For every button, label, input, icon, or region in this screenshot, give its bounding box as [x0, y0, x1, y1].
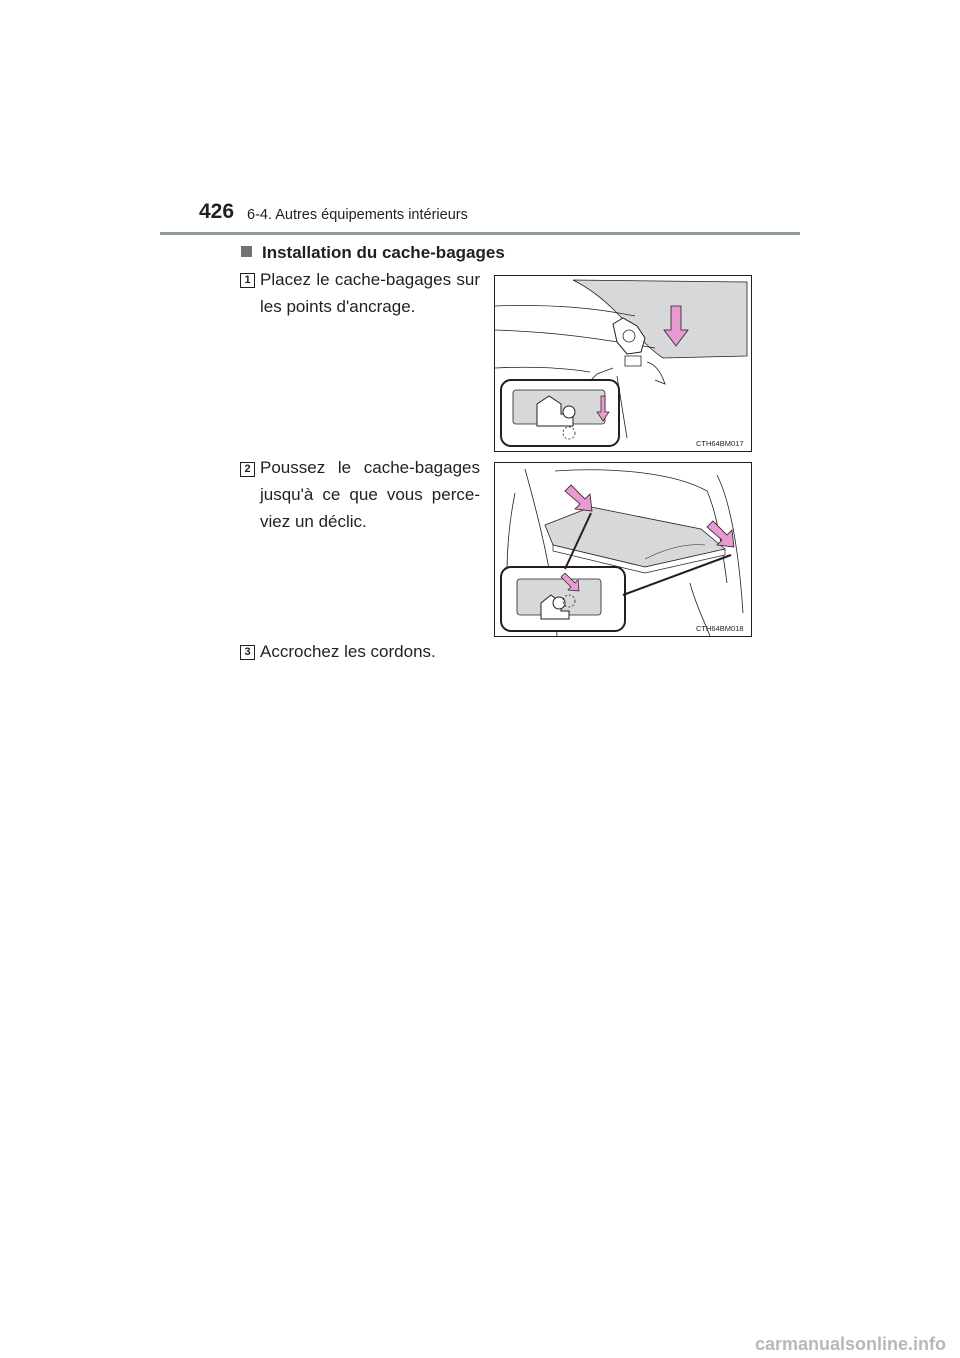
figure-code-2: CTH64BM018 [696, 624, 744, 633]
subheading [241, 243, 505, 263]
diagonal-arrow-icon-left [565, 485, 592, 511]
header-rule [160, 232, 800, 235]
cargo-cover-push-illustration [495, 463, 751, 636]
step-text-3: Accrochez les cordons. [260, 642, 436, 661]
step-badge-2: 2 [240, 462, 255, 477]
watermark: carmanualsonline.info [754, 1334, 946, 1354]
step-badge-1: 1 [240, 273, 255, 288]
cargo-cover-anchor-illustration [495, 276, 751, 451]
step-text-2: Poussez le cache-bagages jusqu'à ce que vous perce-viez un déclic. [260, 458, 480, 531]
page-number: 426 [199, 200, 235, 223]
figure-1 [494, 275, 752, 452]
figure-2 [494, 462, 752, 637]
subheading-text: Installation du cache-bagages [262, 243, 505, 262]
step-badge-3: 3 [240, 645, 255, 660]
step-text-1: Placez le cache-bagages sur les points d'ancrage. [260, 270, 480, 316]
section-title: 6-4. Autres équipements intérieurs [247, 207, 468, 223]
figure-code-1: CTH64BM017 [696, 439, 744, 448]
cover-panel [573, 280, 747, 358]
anchor-pin [625, 356, 641, 366]
square-bullet-icon [241, 246, 252, 257]
